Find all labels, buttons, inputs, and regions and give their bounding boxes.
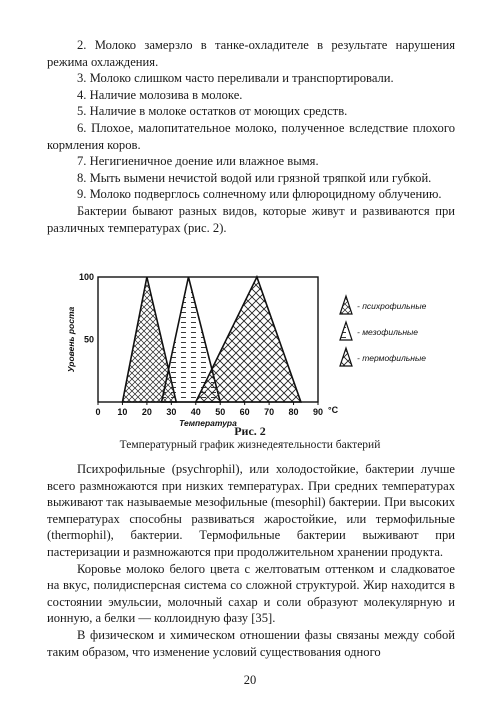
y-axis-label: Уровень роста [66,306,76,373]
series-area-3 [196,277,301,402]
paragraph: 7. Негигиеничное доение или влажное вымя. [77,154,319,169]
paragraph: 9. Молоко подверглось солнечному или флюроцидному облучению. [77,187,442,202]
x-tick-label: 40 [190,407,201,417]
paragraph: 8. Мыть вымени нечистой водой или грязной тряпкой или губкой. [77,170,432,185]
x-tick-label: 0 [95,407,101,417]
paragraph: 4. Наличие молозива в молоке. [77,87,243,102]
paragraph: 3. Молоко слишком часто переливали и транспортировали. [77,71,394,86]
top-text [47,37,455,236]
paragraph: В физическом и химическом отношении фазы связаны между собой таким образом, что изменение условий существования одного [47,627,455,659]
page-number: 20 [243,673,257,687]
y-tick-label: 50 [83,334,94,345]
bacteria-temperature-chart [60,265,450,428]
legend-label: - мезофильные [357,327,418,337]
legend-swatch [340,348,352,366]
paragraph: Психрофильные (psychrophil), или холодостойкие, бактерии лучше всего размножаются при низких температурах. При средних температурах выживают так называемые мезофильные (mesophil) бактерии. При высоких температурах способны развиваться жаростойкие, или термофильные (thermophil), бактерии. Термофильные бактерии выживают при пастеризации и размножаются при продолжительном хранении продукта. [47,462,455,559]
paragraph: 6. Плохое, малопитательное молоко, полученное вследствие плохого кормления коров. [47,120,455,152]
x-tick-label: 30 [166,407,177,417]
paragraph: Бактерии бывают разных видов, которые живут и развиваются при различных температурах (рис. 2). [47,203,455,235]
legend-label: - термофильные [357,353,426,363]
bottom-text [47,461,455,660]
x-tick-label: 70 [264,407,275,417]
legend-label: - психрофильные [357,301,427,311]
x-unit-label: °C [328,405,339,415]
x-tick-label: 60 [239,407,250,417]
paragraph: Коровье молоко белого цвета с желтоватым оттенком и сладковатое на вкус, полидисперсная система со сложной структурой. Жир находится в состоянии эмульсии, молочный сахар и соли образуют молекулярную и ионную, а белки — коллоидную фазу [35]. [47,561,455,626]
x-tick-label: 10 [117,407,128,417]
figure-label: Рис. 2 [234,424,266,438]
y-tick-label: 100 [78,272,94,282]
paragraph: 2. Молоко замерзло в танке-охладителе в результате нарушения режима охлаждения. [47,38,455,69]
x-tick-label: 20 [141,407,152,417]
x-tick-label: 90 [312,407,324,417]
x-axis-label: Температура [179,418,237,428]
paragraph: 5. Наличие в молоке остатков от моющих средств. [77,104,348,119]
legend-swatch [340,322,352,340]
x-tick-label: 50 [215,407,226,417]
figure-caption: Температурный график жизнедеятельности бактерий [119,439,381,451]
legend-swatch [340,296,352,314]
x-tick-label: 80 [288,407,299,417]
